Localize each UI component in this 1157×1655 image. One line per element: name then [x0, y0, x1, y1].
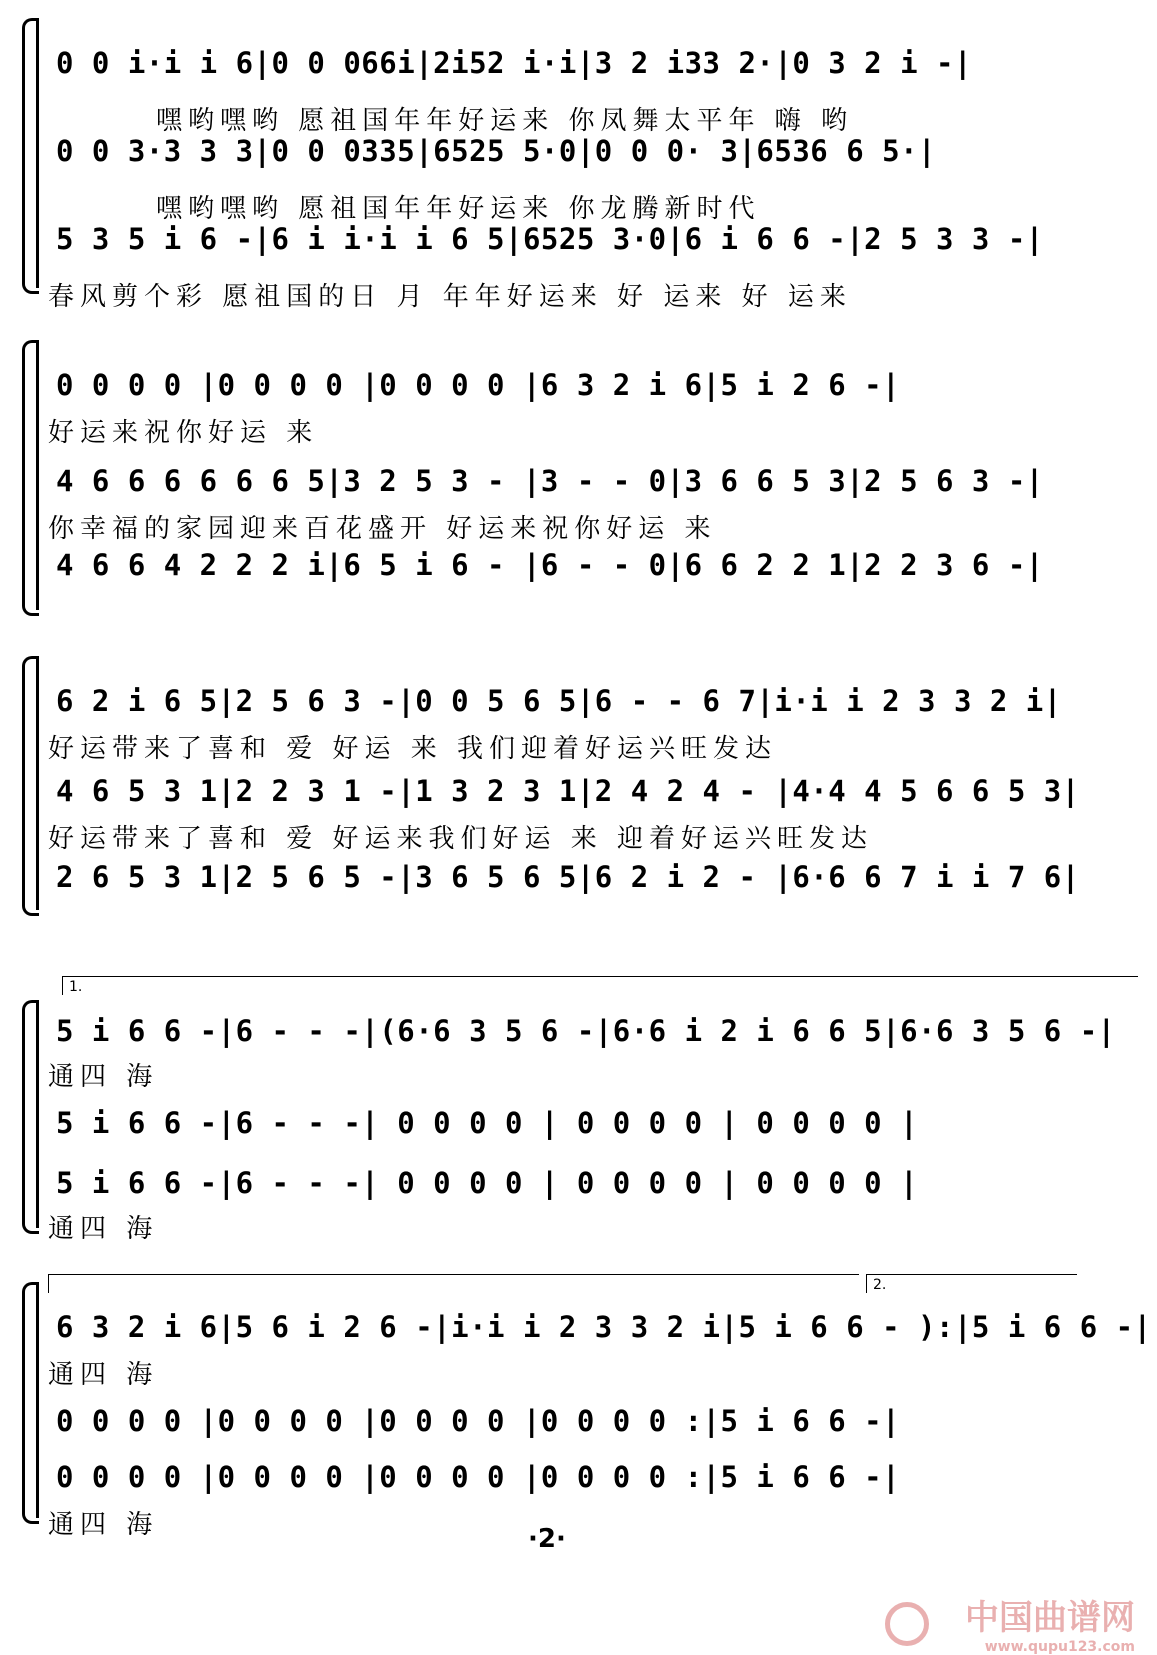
notation: 0 0 i·i i 6|0 0 066i|2i52 i·i|3 2 i33 2·|0 3 2 i -|: [56, 46, 972, 80]
lyrics: 你幸福的家园迎来百花盛开 好运来祝你好运 来: [48, 514, 717, 544]
watermark: [965, 1590, 1135, 1655]
staff-soprano: [48, 354, 1138, 448]
lyrics: 通四 海: [48, 1360, 159, 1390]
staff-bass: [48, 534, 1138, 590]
system-bar: [36, 340, 39, 610]
notation: 5 i 6 6 -|6 - - -|(6·6 3 5 6 -|6·6 i 2 i 6 6 5|6·6 3 5 6 -|: [56, 1014, 1116, 1048]
staff-alto: [48, 1092, 1138, 1148]
notation: 4 6 6 4 2 2 2 i|6 5 i 6 - |6 - - 0|6 6 2 2 1|2 2 3 6 -|: [56, 548, 1044, 582]
lyrics: 通四 海: [48, 1510, 159, 1540]
lyrics: 嘿哟嘿哟 愿祖国年年好运来 你龙腾新时代: [156, 194, 761, 224]
lyrics: 通四 海: [48, 1214, 159, 1244]
notation: 5 3 5 i 6 -|6 i i·i i 6 5|6525 3·0|6 i 6 6 -|2 5 3 3 -|: [56, 222, 1044, 256]
staff-bass: [48, 1152, 1138, 1244]
system-bar: [36, 1000, 39, 1228]
system-bar: [36, 656, 39, 910]
system-bar: [36, 1282, 39, 1518]
staff-soprano: [48, 32, 1138, 136]
notation: 0 0 3·3 3 3|0 0 0335|6525 5·0|0 0 0· 3|6536 6 5·|: [56, 134, 937, 168]
watermark-logo-icon: [885, 1602, 929, 1646]
notation: 4 6 5 3 1|2 2 3 1 -|1 3 2 3 1|2 4 2 4 - |4·4 4 5 6 6 5 3|: [56, 774, 1080, 808]
volta-top-line: [48, 1274, 859, 1293]
notation: 0 0 0 0 |0 0 0 0 |0 0 0 0 |0 0 0 0 :|5 i 6 6 -|: [56, 1460, 901, 1494]
staff-bass: [48, 846, 1138, 902]
staff-soprano: [48, 670, 1138, 764]
lyrics: 春风剪个彩 愿祖国的日 月 年年好运来 好 运来 好 运来: [48, 282, 852, 312]
staff-alto: [48, 1390, 1138, 1446]
lyrics: 好运带来了喜和 爱 好运来我们好运 来 迎着好运兴旺发达: [48, 824, 874, 854]
notation: 4 6 6 6 6 6 6 5|3 2 5 3 - |3 - - 0|3 6 6 5 3|2 5 6 3 -|: [56, 464, 1044, 498]
notation: 0 0 0 0 |0 0 0 0 |0 0 0 0 |0 0 0 0 :|5 i 6 6 -|: [56, 1404, 901, 1438]
staff-soprano: [48, 1000, 1138, 1092]
staff-bass: [48, 208, 1138, 312]
staff-alto: [48, 120, 1138, 224]
notation: 6 2 i 6 5|2 5 6 3 -|0 0 5 6 5|6 - - 6 7|i·i i 2 3 3 2 i|: [56, 684, 1062, 718]
page-number: ·2·: [528, 1524, 566, 1554]
lyrics: 嘿哟嘿哟 愿祖国年年好运来 你凤舞太平年 嗨 哟: [156, 106, 854, 136]
notation: 6 3 2 i 6|5 6 i 2 6 -|i·i i 2 3 3 2 i|5 i 6 6 - ):|5 i 6 6 -|: [56, 1310, 1152, 1344]
notation: 2 6 5 3 1|2 5 6 5 -|3 6 5 6 5|6 2 i 2 - |6·6 6 7 i i 7 6|: [56, 860, 1080, 894]
lyrics: 通四 海: [48, 1062, 159, 1092]
staff-bass: [48, 1446, 1138, 1540]
staff-soprano: [48, 1296, 1152, 1390]
watermark-brand: 中国曲谱网: [965, 1598, 1135, 1638]
watermark-url: www.qupu123.com: [984, 1639, 1135, 1655]
notation: 5 i 6 6 -|6 - - -| 0 0 0 0 | 0 0 0 0 | 0 0 0 0 |: [56, 1106, 919, 1140]
staff-alto: [48, 450, 1138, 544]
volta-2: 2.: [866, 1274, 1077, 1293]
staff-alto: [48, 760, 1138, 854]
lyrics: 好运来祝你好运 来: [48, 418, 319, 448]
lyrics: 好运带来了喜和 爱 好运 来 我们迎着好运兴旺发达: [48, 734, 778, 764]
notation: 0 0 0 0 |0 0 0 0 |0 0 0 0 |6 3 2 i 6|5 i 2 6 -|: [56, 368, 901, 402]
volta-1: 1.: [62, 976, 1138, 995]
notation: 5 i 6 6 -|6 - - -| 0 0 0 0 | 0 0 0 0 | 0 0 0 0 |: [56, 1166, 919, 1200]
system-bar: [36, 18, 39, 288]
